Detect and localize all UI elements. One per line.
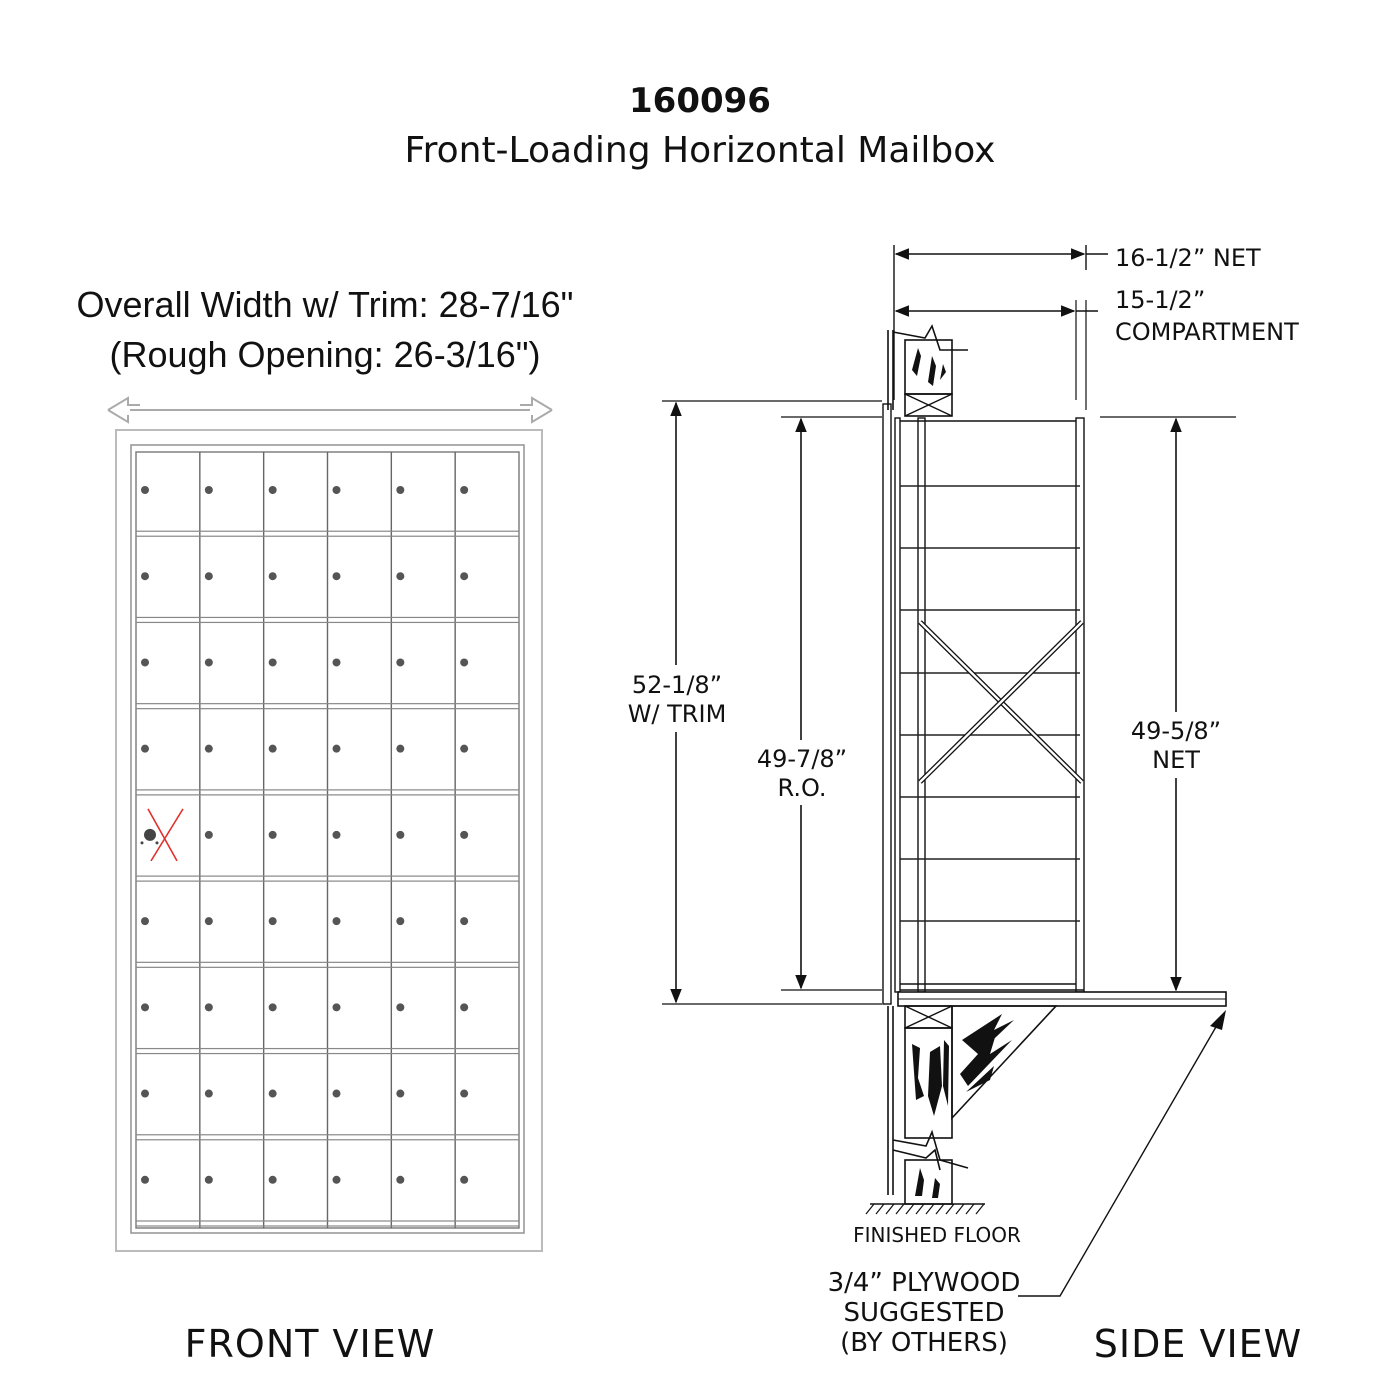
finished-floor-label: FINISHED FLOOR [853,1223,1021,1247]
model-number: 160096 [629,81,771,121]
hatch-tick [876,1204,884,1214]
cross-brace [920,622,1082,782]
hatch-tick [896,1204,904,1214]
hatch-tick [976,1204,984,1214]
door-lock [396,745,404,753]
door-lock [396,1090,404,1098]
door-lock [396,1176,404,1184]
door-lock [396,1003,404,1011]
door-lock [205,1176,213,1184]
door-lock [460,658,468,666]
wall-top [888,326,968,416]
door-lock [205,831,213,839]
ro-height-line2: R.O. [777,774,827,802]
compartment-depth-line2: COMPARTMENT [1115,318,1299,346]
door-lock [333,1090,341,1098]
door-lock [141,1090,149,1098]
hatch-tick [966,1204,974,1214]
trim-height-line1: 52-1/8” [631,671,723,699]
front-view-frame [116,430,542,1251]
hatch-tick [946,1204,954,1214]
door-lock [269,1003,277,1011]
door-lock [333,572,341,580]
door-lock [460,486,468,494]
ro-height-line1: 49-7/8” [756,745,848,773]
net-height-line1: 49-5/8” [1130,717,1222,745]
door-lock [460,745,468,753]
door-lock [460,831,468,839]
hatch-tick [936,1204,944,1214]
door-lock [460,1090,468,1098]
door-lock [141,658,149,666]
side-view-label: SIDE VIEW [1093,1322,1303,1366]
door-lock [205,1003,213,1011]
door-lock [333,831,341,839]
plywood-line3: (BY OTHERS) [840,1328,1008,1358]
door-lock [460,1003,468,1011]
door-lock [205,1090,213,1098]
compartment-depth-line1: 15-1/2” [1115,286,1206,314]
door-lock [269,572,277,580]
master-lock-dot [156,841,159,844]
door-lock [333,1003,341,1011]
front-view-label: FRONT VIEW [184,1322,436,1366]
depth-dimensions [894,245,1108,410]
door-lock [205,917,213,925]
floor-hatch [866,1204,985,1214]
depth-net-label: 16-1/2” NET [1115,244,1261,272]
door-lock [205,658,213,666]
plywood-line1: 3/4” PLYWOOD [827,1268,1021,1298]
door-lock [396,917,404,925]
door-lock [205,745,213,753]
door-lock [141,917,149,925]
door-lock [460,572,468,580]
door-lock [141,1003,149,1011]
plywood-shelf [898,992,1226,1006]
width-arrow [108,398,552,422]
door-grid [136,452,519,1228]
door-lock [396,486,404,494]
door-lock [333,658,341,666]
plywood-line2: SUGGESTED [843,1298,1005,1328]
door-lock [333,486,341,494]
door-lock [205,486,213,494]
master-lock [144,829,156,841]
door-lock [333,1176,341,1184]
hatch-tick [886,1204,894,1214]
rough-opening-label: (Rough Opening: 26-3/16") [109,334,541,375]
door-lock [269,831,277,839]
door-lock [333,745,341,753]
door-lock [269,745,277,753]
door-lock [396,831,404,839]
door-lock [460,917,468,925]
hatch-tick [916,1204,924,1214]
door-lock [269,917,277,925]
door-lock [396,572,404,580]
trim-height-line2: W/ TRIM [627,700,727,728]
wall-bottom [888,1006,1056,1204]
door-lock [205,572,213,580]
net-height-line2: NET [1152,746,1200,774]
plywood-leader [1018,1010,1226,1296]
product-name: Front-Loading Horizontal Mailbox [404,130,996,171]
door-lock [269,486,277,494]
height-dimensions [662,401,1236,1004]
door-lock [141,486,149,494]
door-lock [333,917,341,925]
hatch-tick [906,1204,914,1214]
door-lock [460,1176,468,1184]
overall-width-label: Overall Width w/ Trim: 28-7/16" [76,284,574,325]
door-lock [269,1090,277,1098]
hatch-tick [926,1204,934,1214]
door-lock [269,658,277,666]
mailbox-side-body [883,404,1084,1004]
door-lock [269,1176,277,1184]
compartment-shelves [900,486,1080,921]
door-lock [396,658,404,666]
door-lock [141,1176,149,1184]
hatch-tick [956,1204,964,1214]
door-lock [141,572,149,580]
master-lock-dot [141,841,144,844]
hatch-tick [866,1204,874,1214]
door-lock [141,745,149,753]
